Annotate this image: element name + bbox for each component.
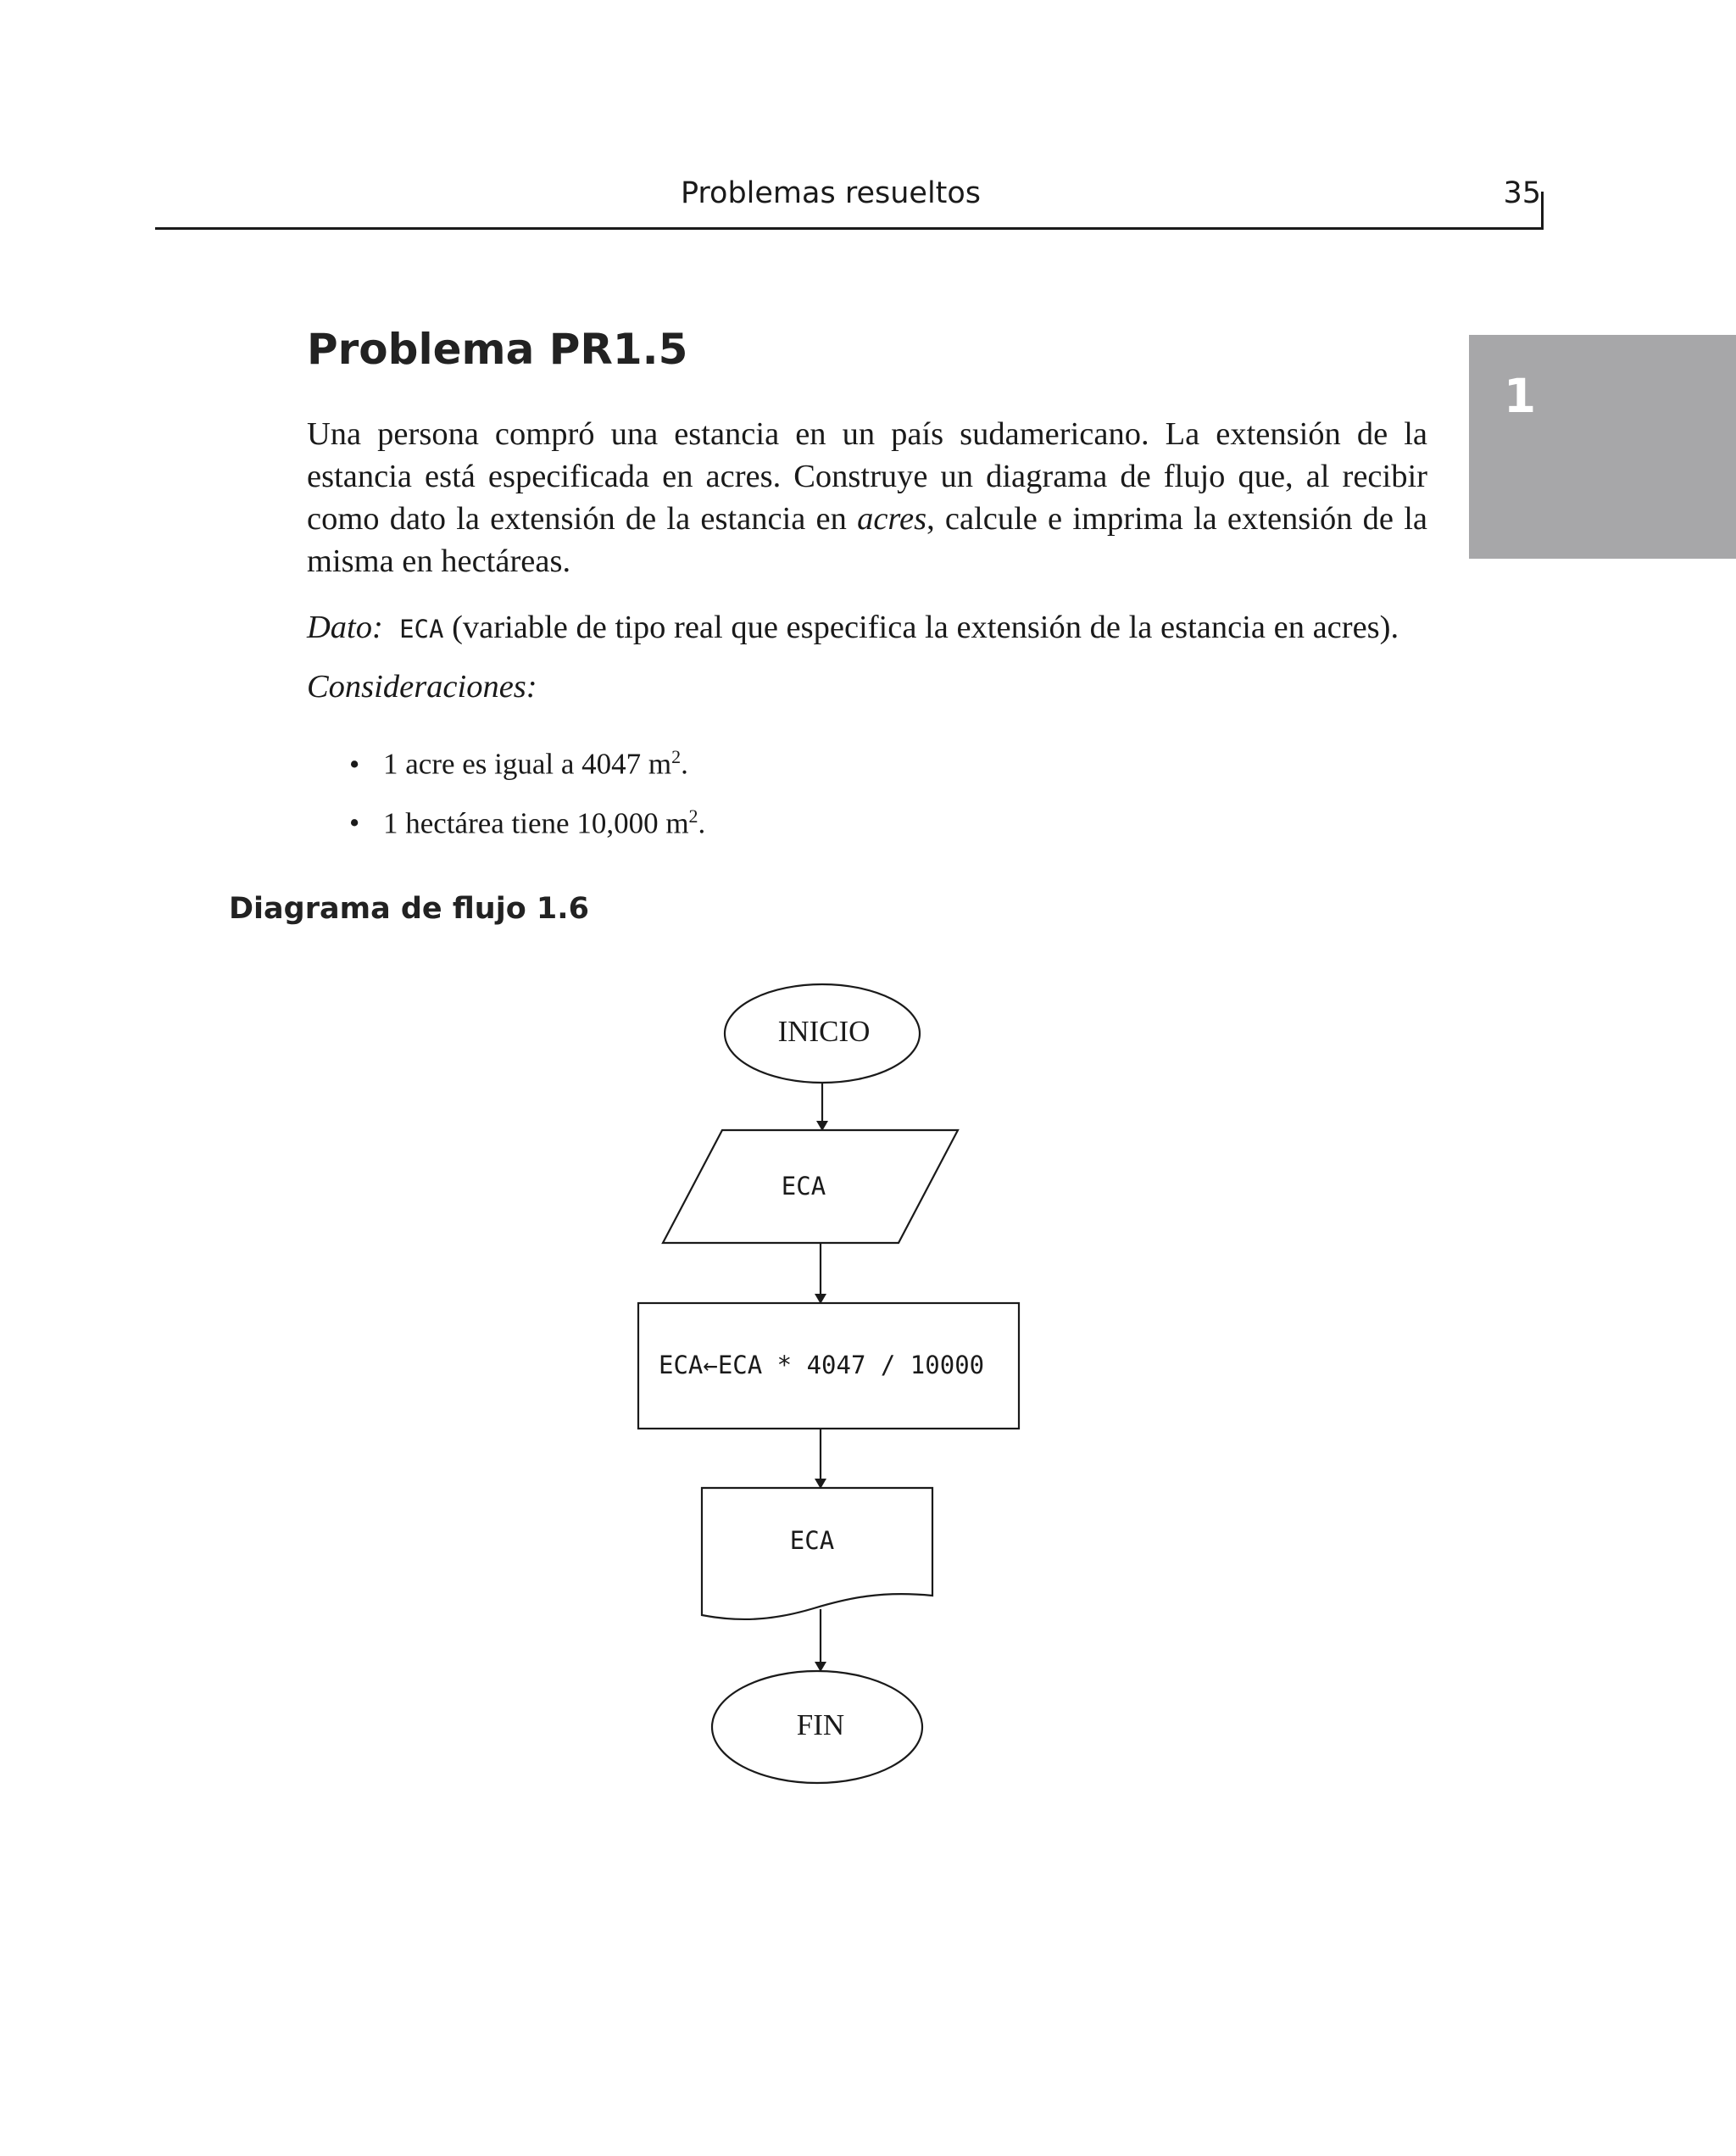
- consideration-text: 1 acre es igual a 4047 m: [383, 747, 672, 781]
- consideration-suffix: .: [681, 747, 688, 781]
- problem-title: Problema PR1.5: [307, 325, 688, 374]
- end-label: FIN: [796, 1708, 845, 1741]
- consideration-superscript: 2: [688, 805, 698, 827]
- dato-variable: ECA: [399, 615, 444, 643]
- consideration-suffix: .: [698, 806, 706, 840]
- running-title: Problemas resueltos: [680, 176, 982, 210]
- diagram-title: Diagrama de flujo 1.6: [229, 892, 589, 926]
- considerations-label: Consideraciones:: [307, 669, 537, 705]
- dato-description: (variable de tipo real que especifica la extensión de la estancia en acres).: [452, 610, 1399, 645]
- output-label: ECA: [789, 1526, 835, 1555]
- page-number: 35: [1503, 176, 1541, 210]
- start-label: INICIO: [777, 1015, 871, 1048]
- chapter-number: 1: [1503, 369, 1537, 423]
- consideration-text: 1 hectárea tiene 10,000 m: [383, 806, 689, 840]
- statement-emphasis: acres: [857, 501, 927, 537]
- process-label: ECA←ECA * 4047 / 10000: [659, 1351, 985, 1379]
- statement-part-1: Una persona compró una estancia en un país sudamericano. La extensión de la estancia está especificada en acres. Construye un diagrama de flujo que, al recibir como dato la extensión de la estancia en: [307, 416, 1427, 537]
- consideration-superscript: 2: [671, 746, 682, 767]
- dato-label: Dato:: [307, 610, 383, 645]
- input-label: ECA: [781, 1172, 826, 1201]
- statement-part-2: , calcule e imprima la extensión de la misma en hectáreas.: [307, 501, 1427, 579]
